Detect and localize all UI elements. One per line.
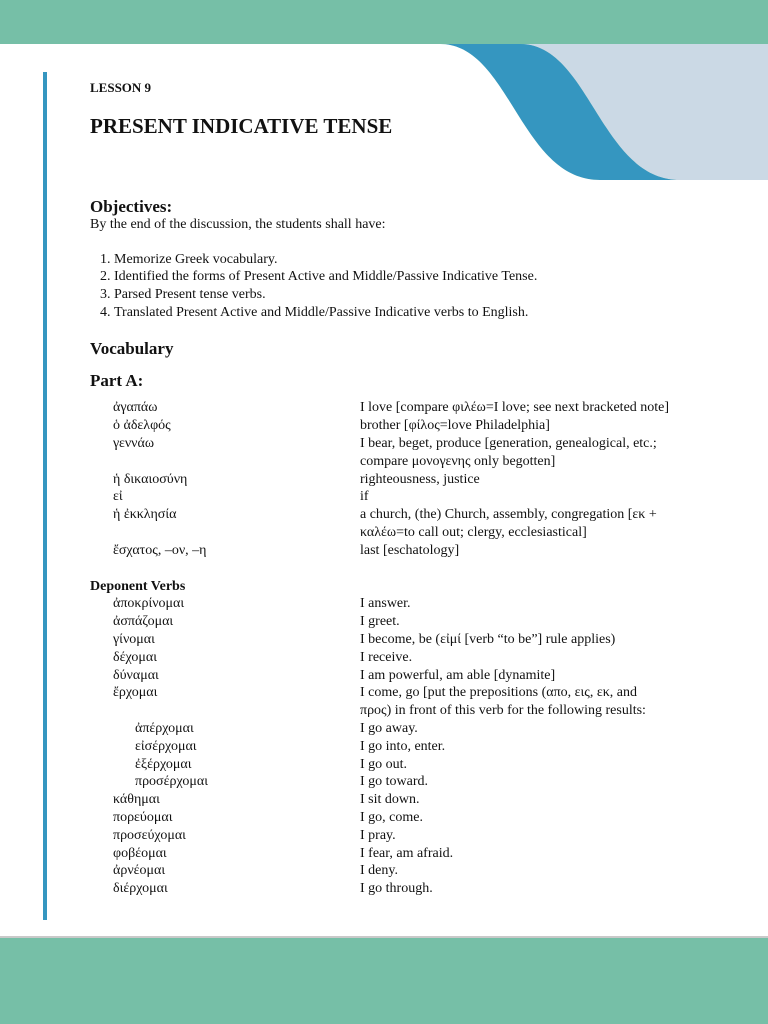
english-gloss: I go into, enter.: [360, 738, 446, 754]
greek-word: εἰσέρχομαι: [135, 738, 197, 754]
greek-word: ἀπέρχομαι: [135, 720, 194, 736]
vocab-subrow: [90, 720, 710, 738]
english-gloss: I fear, am afraid.: [360, 845, 454, 861]
vocab-row: [90, 613, 710, 631]
english-gloss: I go toward.: [360, 774, 429, 790]
vocab-subrow: [90, 738, 710, 756]
greek-word: προσέρχομαι: [135, 774, 208, 790]
vocab-subrow: [90, 756, 710, 774]
objective-item: 2. Identified the forms of Present Active and Middle/Passive Indicative Tense.: [114, 268, 710, 286]
deponent-list: [90, 595, 710, 898]
vocab-row: [90, 791, 710, 809]
vocab-row: [90, 862, 710, 880]
english-gloss: I love [compare φιλέω=I love; see next bracketed note]: [360, 400, 670, 416]
objective-item: 1. Memorize Greek vocabulary.: [114, 251, 710, 269]
greek-word: γεννάω: [113, 435, 155, 451]
greek-word: πορεύομαι: [113, 809, 173, 825]
greek-word: ἐξέρχομαι: [135, 756, 192, 772]
english-gloss: I go away.: [360, 720, 418, 736]
english-gloss: I go out.: [360, 756, 408, 772]
deponent-verbs-heading: Deponent Verbs: [90, 578, 186, 594]
vocab-row: [90, 471, 710, 489]
english-gloss: I deny.: [360, 863, 398, 879]
greek-word: κάθημαι: [113, 792, 160, 808]
vocab-row: [90, 631, 710, 649]
greek-word: ἔρχομαι: [113, 685, 158, 701]
greek-word: γίνομαι: [113, 631, 155, 647]
english-gloss: last [eschatology]: [360, 542, 460, 558]
objective-item: 4. Translated Present Active and Middle/Passive Indicative verbs to English.: [114, 304, 710, 322]
objectives-heading: Objectives:: [90, 197, 173, 216]
english-gloss: righteousness, justice: [360, 471, 480, 487]
vocab-row: [90, 542, 710, 560]
document-body: [90, 198, 710, 898]
vocab-row: [90, 435, 710, 471]
english-gloss: if: [360, 489, 369, 505]
vocab-row: [90, 506, 710, 542]
greek-word: ἔσχατος, –ον, –η: [113, 542, 207, 558]
page-title: PRESENT INDICATIVE TENSE: [90, 114, 393, 138]
vocab-row: [90, 827, 710, 845]
vocab-row: [90, 488, 710, 506]
english-gloss: I come, go [put the prepositions (απο, εις, εκ, and προς) in front of this verb for the following results:: [360, 685, 646, 719]
english-gloss: I answer.: [360, 596, 411, 612]
greek-word: ἡ ἐκκλησία: [113, 507, 177, 523]
vocab-row: [90, 399, 710, 417]
english-gloss: I bear, beget, produce [generation, genealogical, etc.; compare μονογενης only begotten]: [360, 435, 657, 469]
greek-word: δέχομαι: [113, 649, 157, 665]
english-gloss: a church, (the) Church, assembly, congregation [εκ + καλέω=to call out; clergy, ecclesiastical]: [360, 507, 657, 540]
vocab-row: [90, 667, 710, 685]
objectives-list: [90, 251, 710, 322]
objective-item: 3. Parsed Present tense verbs.: [114, 286, 710, 304]
sidebar-accent-line: [43, 72, 47, 920]
english-gloss: I become, be (εἰμί [verb “to be”] rule applies): [360, 631, 616, 647]
bottom-band: [0, 937, 768, 1024]
vocab-row: [90, 684, 710, 720]
greek-word: δύναμαι: [113, 667, 159, 683]
greek-word: προσεύχομαι: [113, 827, 186, 843]
english-gloss: I go, come.: [360, 809, 423, 825]
vocab-subrow: [90, 773, 710, 791]
vocab-row: [90, 809, 710, 827]
vocab-row: [90, 595, 710, 613]
vocabulary-heading: Vocabulary: [90, 338, 174, 358]
vocab-row: [90, 649, 710, 667]
greek-word: φοβέομαι: [113, 845, 167, 861]
vocab-row: [90, 845, 710, 863]
english-gloss: I am powerful, am able [dynamite]: [360, 667, 556, 683]
english-gloss: I go through.: [360, 881, 433, 897]
english-gloss: brother [φίλος=love Philadelphia]: [360, 418, 550, 434]
english-gloss: I pray.: [360, 827, 396, 843]
objectives-intro: By the end of the discussion, the students shall have:: [90, 216, 386, 232]
english-gloss: I receive.: [360, 649, 413, 665]
greek-word: ἀρνέομαι: [113, 863, 166, 879]
english-gloss: I sit down.: [360, 792, 420, 808]
vocab-row: [90, 880, 710, 898]
part-a-heading: Part A:: [90, 370, 144, 390]
greek-word: ἡ δικαιοσύνη: [113, 471, 188, 487]
lesson-label: LESSON 9: [90, 80, 152, 95]
greek-word: ἀποκρίνομαι: [113, 596, 185, 612]
vocab-row: [90, 417, 710, 435]
greek-word: εἰ: [113, 489, 123, 505]
greek-word: ὁ ἀδελφός: [113, 418, 171, 434]
english-gloss: I greet.: [360, 614, 400, 630]
greek-word: διέρχομαι: [113, 881, 168, 897]
part-a-list: [90, 399, 710, 559]
greek-word: ἀσπάζομαι: [113, 614, 174, 630]
greek-word: ἀγαπάω: [113, 400, 158, 416]
